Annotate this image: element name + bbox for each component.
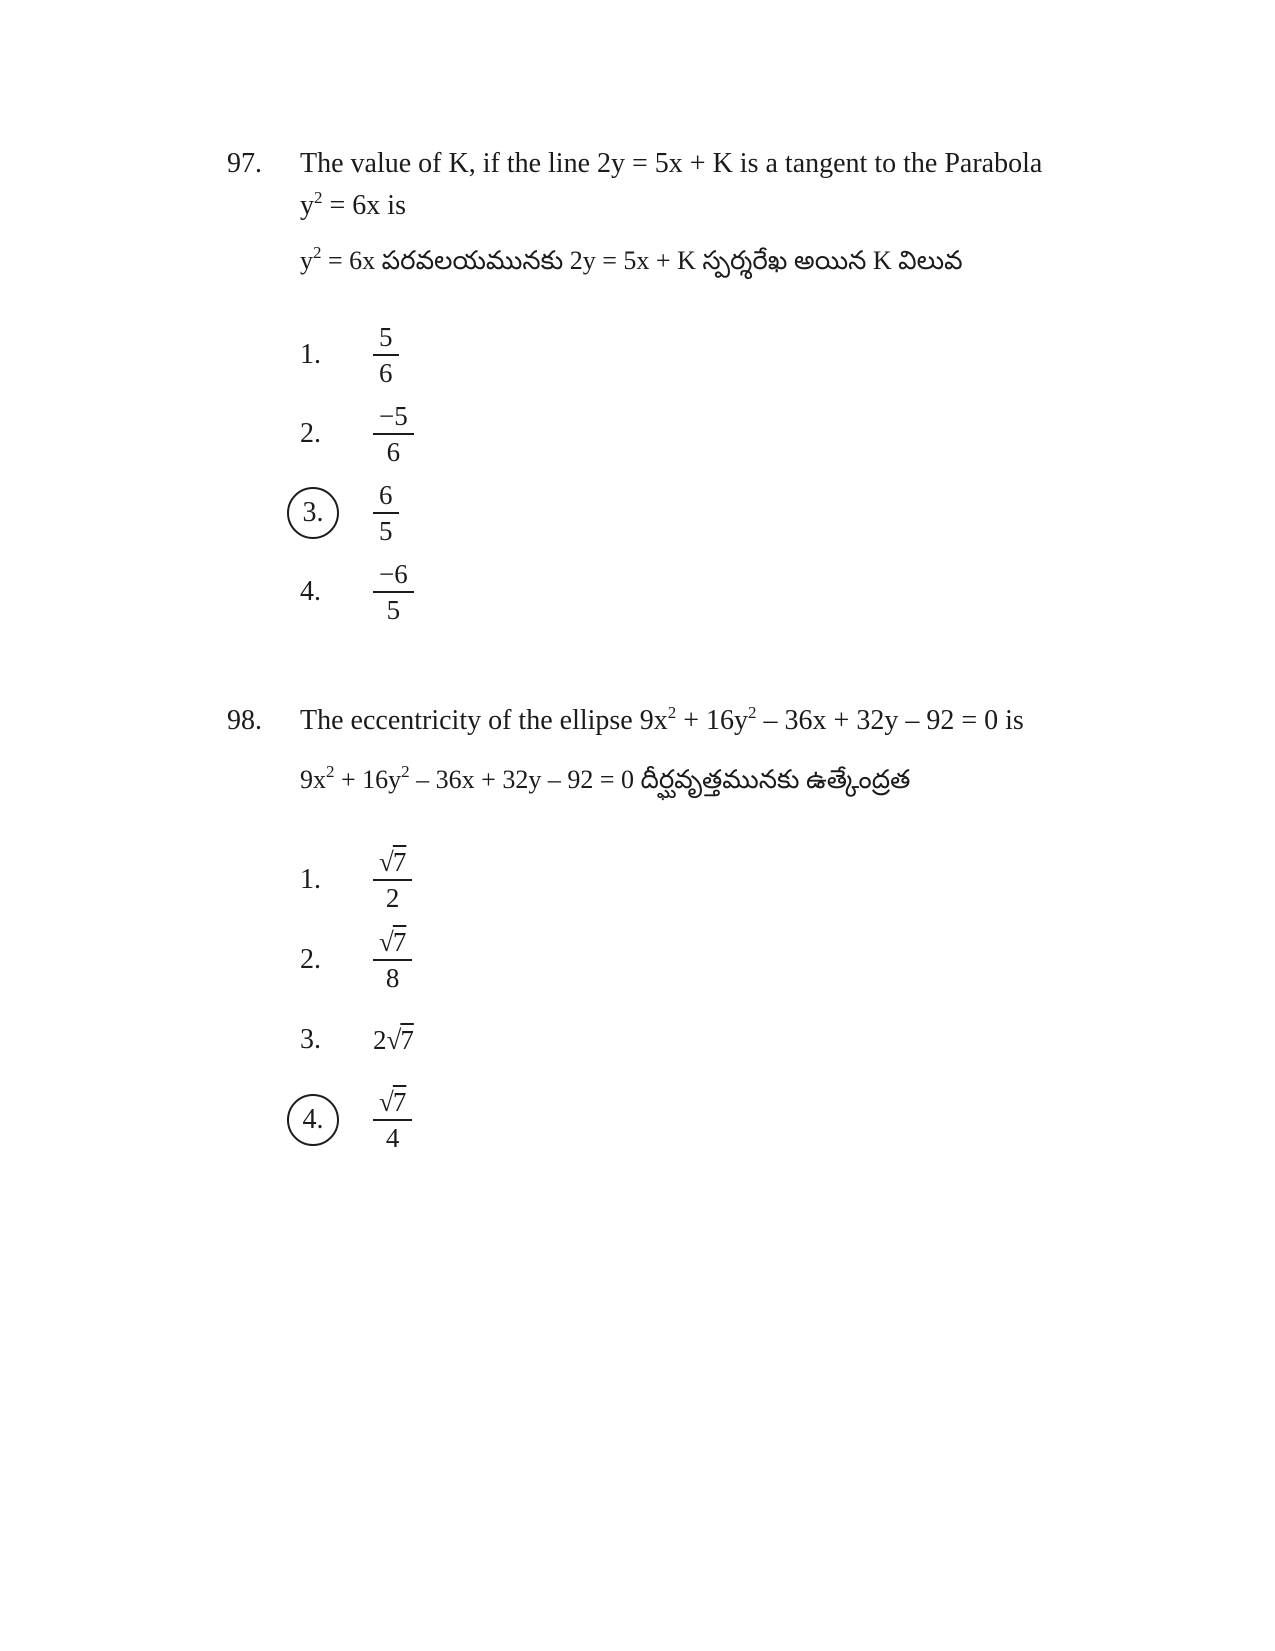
fraction-numerator (373, 927, 412, 961)
question-body (300, 700, 1024, 1168)
fraction-denominator: 8 (385, 963, 400, 993)
option-row-3 (300, 481, 1042, 545)
math-superscript: 2 (313, 243, 322, 262)
math-rest: + 16y (334, 765, 402, 794)
option-value-fraction (373, 559, 414, 625)
answer-circle: 4. (287, 1094, 339, 1146)
option-value-fraction (373, 401, 414, 467)
question-number: 97. (227, 148, 262, 179)
math-base: 9x (300, 765, 326, 794)
option-row-2 (300, 928, 1024, 992)
question-text-english-line1 (300, 700, 1024, 742)
option-label-cell (300, 487, 373, 539)
radicand: 7 (392, 926, 407, 957)
question-text-telugu (300, 241, 1042, 281)
option-row-4 (300, 560, 1042, 624)
radical-icon: √ (386, 1024, 401, 1055)
math-superscript: 2 (667, 703, 677, 722)
math-superscript: 2 (314, 188, 323, 207)
question-98 (227, 700, 1024, 1168)
radicand: 7 (400, 1024, 414, 1055)
option-value-fraction (373, 480, 399, 546)
radical-icon: √ (379, 846, 393, 877)
question-text-english-line1 (300, 143, 1042, 185)
options-list (300, 848, 1024, 1152)
english-text: + 16y (676, 705, 749, 736)
math-superscript: 2 (401, 762, 410, 781)
fraction-denominator: 4 (385, 1123, 400, 1153)
option-row-1 (300, 848, 1024, 912)
option-label-cell (300, 418, 373, 450)
math-base: y (300, 246, 313, 275)
coefficient: 2 (373, 1024, 387, 1055)
option-label: 2. (300, 944, 321, 975)
option-label: 1. (300, 864, 321, 895)
english-text: The value of K, if the line 2y = 5x + K is a tangent to the Parabola (300, 148, 1043, 179)
option-value-inline (373, 1025, 414, 1056)
radicand: 7 (392, 1086, 407, 1117)
option-label: 3. (300, 1024, 321, 1055)
fraction-numerator: 6 (373, 480, 399, 514)
question-text-telugu (300, 760, 1024, 800)
radical-icon: √ (379, 1086, 393, 1117)
question-body (300, 143, 1042, 639)
option-row-1 (300, 323, 1042, 387)
telugu-text: = 6x పరవలయమునకు 2y = 5x + K స్పర్శరేఖ అయిన K విలువ (321, 246, 963, 275)
fraction-numerator (373, 1087, 412, 1121)
radical-icon: √ (379, 926, 393, 957)
question-math-line (300, 185, 1042, 227)
option-label-cell (300, 1094, 373, 1146)
math-base: y (300, 190, 314, 221)
fraction-denominator: 6 (386, 437, 401, 467)
option-label-cell (300, 576, 373, 608)
fraction-numerator (373, 847, 412, 881)
option-row-3 (300, 1008, 1024, 1072)
fraction-denominator: 5 (386, 595, 401, 625)
option-row-2 (300, 402, 1042, 466)
math-rest: = 6x is (322, 190, 406, 221)
option-label-cell (300, 864, 373, 896)
question-number: 98. (227, 705, 262, 736)
option-row-4 (300, 1088, 1024, 1152)
english-text: – 36x + 32y – 92 = 0 is (756, 705, 1024, 736)
telugu-text: – 36x + 32y – 92 = 0 దీర్ఘవృత్తమునకు ఉత్కేంద్రత (409, 765, 911, 794)
option-value-fraction (373, 1087, 412, 1153)
option-label: 4. (300, 576, 321, 607)
option-label-cell (300, 944, 373, 976)
option-value-fraction (373, 847, 412, 913)
answer-circle: 3. (287, 487, 339, 539)
english-text: The eccentricity of the ellipse 9x (300, 705, 668, 736)
option-label-cell (300, 339, 373, 371)
option-value-fraction (373, 927, 412, 993)
fraction-numerator: −6 (373, 559, 414, 593)
option-label-cell (300, 1024, 373, 1056)
option-label: 1. (300, 339, 321, 370)
question-97 (227, 143, 1042, 639)
option-label: 2. (300, 418, 321, 449)
math-superscript: 2 (326, 762, 335, 781)
options-list (300, 323, 1042, 624)
fraction-numerator: 5 (373, 322, 399, 356)
fraction-denominator: 5 (379, 516, 393, 546)
fraction-denominator: 6 (379, 358, 393, 388)
fraction-denominator: 2 (385, 883, 400, 913)
radicand: 7 (392, 846, 407, 877)
option-value-fraction (373, 322, 399, 388)
fraction-numerator: −5 (373, 401, 414, 435)
math-superscript: 2 (748, 703, 757, 722)
